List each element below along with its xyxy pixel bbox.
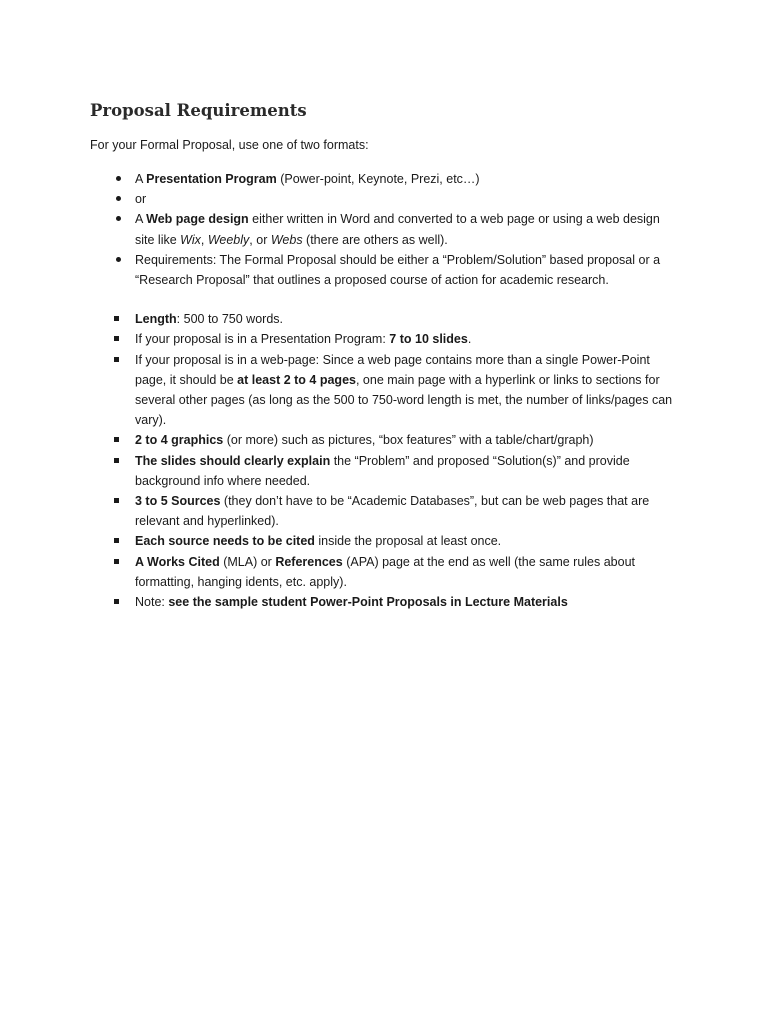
requirement-item-works-cited	[90, 552, 680, 592]
format-item-text: either written in Word and converted to a web page or using a web design site like	[135, 212, 660, 247]
requirement-item-bold: References	[275, 554, 343, 569]
requirement-item-note	[90, 592, 680, 612]
requirement-item-text: (APA) page at the end as well (the same rules about formatting, hanging idents, etc. apply).	[135, 554, 636, 589]
format-item-text: , or	[249, 232, 271, 247]
format-item-italic: Webs	[270, 232, 303, 247]
requirement-item-bold: 2 to 4 graphics	[135, 433, 224, 448]
requirement-item-graphics	[90, 430, 680, 450]
requirement-item-slides	[90, 329, 680, 349]
format-item-italic: Weebly	[207, 232, 250, 247]
format-item-presentation-program	[90, 169, 680, 189]
requirement-item-length	[90, 309, 680, 329]
requirements-list	[90, 309, 680, 612]
format-item-requirements	[90, 250, 680, 290]
requirement-item-text: the “Problem” and proposed “Solution(s)” and provide background info where needed.	[135, 453, 630, 488]
format-item-italic: Wix	[180, 232, 201, 247]
requirement-item-text: (they don’t have to be “Academic Databases”, but can be web pages that are relevant and hyperlinked).	[135, 494, 650, 529]
requirement-item-text: If your proposal is in a Presentation Program:	[135, 332, 390, 347]
requirement-item-text: Note:	[135, 595, 169, 610]
format-item-text: A	[135, 172, 147, 186]
requirement-item-bold: Each source needs to be cited	[135, 534, 315, 549]
requirement-item-bold: at least 2 to 4 pages	[237, 372, 356, 387]
requirement-item-explain	[90, 451, 680, 491]
format-item-bold: Web page design	[146, 212, 249, 227]
requirement-item-cited	[90, 531, 680, 551]
requirement-item-bold: 3 to 5 Sources	[135, 494, 221, 509]
format-item-web-page-design	[90, 209, 680, 249]
requirement-item-bold: A Works Cited	[135, 554, 220, 569]
intro-text: For your Formal Proposal, use one of two formats:	[90, 138, 369, 152]
requirement-item-text: If your proposal is in a web-page: Since a web page contains more than a single Power-Point page, it should be	[135, 352, 650, 387]
requirement-item-text: , one main page with a hyperlink or links to sections for several other pages (as long as the 500 to 750-word length is met, the number of links/pages can vary).	[135, 372, 673, 428]
format-item-bold: Presentation Program	[146, 172, 277, 186]
format-item-text: (there are others as well).	[302, 232, 448, 247]
format-item-text: Requirements: The Formal Proposal should be either a “Problem/Solution” based proposal or a “Research Proposal” that outlines a proposed course of action for academic research.	[135, 252, 661, 288]
document-page	[90, 99, 680, 612]
format-item-text: A	[135, 212, 147, 227]
requirement-item-web-page	[90, 350, 680, 431]
requirement-item-text: (MLA) or	[219, 554, 276, 569]
requirement-item-text: .	[467, 332, 472, 347]
format-item-or	[90, 189, 680, 209]
format-item-text: or	[135, 192, 147, 207]
format-item-text: (Power-point, Keynote, Prezi, etc…)	[276, 172, 480, 186]
requirement-item-bold: Length	[135, 312, 177, 327]
requirement-item-bold: The slides should clearly explain	[135, 453, 331, 468]
document-title: Proposal Requirements	[90, 101, 307, 120]
format-item-text: ,	[200, 232, 208, 247]
requirement-item-sources	[90, 491, 680, 531]
requirement-item-text: (or more) such as pictures, “box features” with a table/chart/graph)	[223, 433, 594, 448]
format-list	[90, 169, 680, 290]
requirement-item-bold: see the sample student Power-Point Proposals in Lecture Materials	[168, 595, 568, 610]
requirement-item-text: : 500 to 750 words.	[176, 312, 283, 327]
requirement-item-text: inside the proposal at least once.	[314, 534, 502, 549]
requirement-item-bold: 7 to 10 slides	[389, 332, 468, 347]
